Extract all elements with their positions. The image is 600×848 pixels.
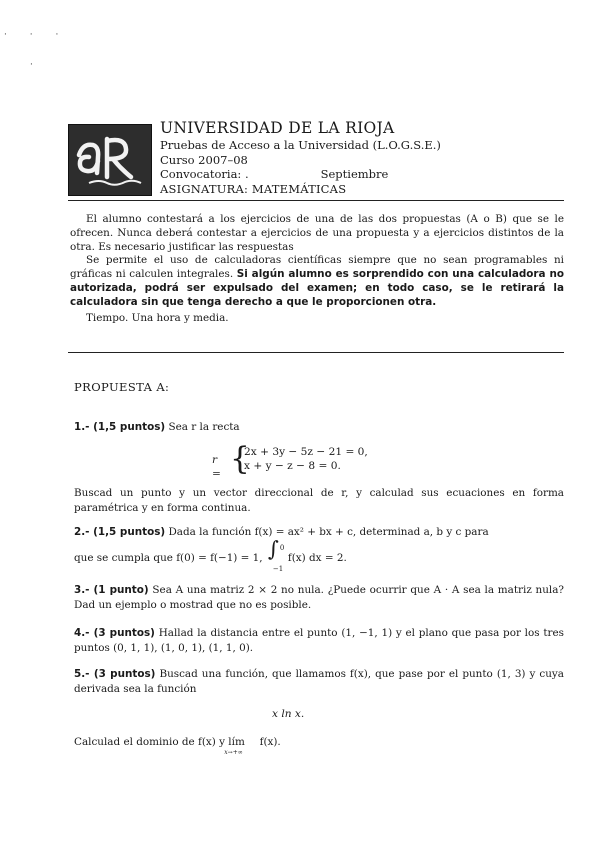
limit-label: lím <box>228 736 245 748</box>
exam-header <box>160 118 580 196</box>
question-1 <box>74 420 564 435</box>
question-2-number: 2.- (1,5 puntos) <box>74 526 166 538</box>
instructions <box>70 213 564 325</box>
time-allowed: Tiempo. Una hora y media. <box>86 311 229 324</box>
exam-name: Pruebas de Acceso a la Universidad (L.O.G.S.E.) <box>160 138 441 152</box>
question-5 <box>74 667 564 697</box>
limit-operator <box>224 736 256 756</box>
calculator-warning: Si algún alumno es sorprendido con una calculadora no autorizada, podrá ser expulsado del examen; en todo caso, se le retirará la calculadora sin que tenga derecho a que le proporcionen otra. <box>70 268 564 308</box>
instructions-paragraph-2 <box>70 254 564 309</box>
scan-speck: · <box>30 60 33 70</box>
question-3-number: 3.- (1 punto) <box>74 584 149 596</box>
equation-2: x + y − z − 8 = 0. <box>244 460 341 472</box>
question-1-task: Buscad un punto y un vector direccional de r, y calculad sus ecuaciones en forma paramétrica y en forma continua. <box>74 487 564 514</box>
question-2 <box>74 525 564 540</box>
integral-lower-limit: −1 <box>272 565 284 573</box>
limit-subscript: x→+∞ <box>224 749 243 756</box>
equation-1: 2x + 3y − 5z − 21 = 0, <box>244 446 368 458</box>
equation-list <box>244 445 368 473</box>
call-value: Septiembre <box>320 167 389 181</box>
university-name: UNIVERSIDAD DE LA RIOJA <box>160 119 395 137</box>
question-4 <box>74 626 564 656</box>
ur-logo-icon <box>69 125 151 195</box>
instructions-paragraph-1: El alumno contestará a los ejercicios de una de las dos propuestas (A o B) que se le ofrecen. Nunca deberá contestar a ejercicios de una propuesta y a ejercicios distintos de la otra. Es necesario justificar las respuestas <box>70 213 564 253</box>
question-1-number: 1.- (1,5 puntos) <box>74 421 166 433</box>
left-brace-icon: { <box>230 441 250 477</box>
limit-function: f(x). <box>259 736 281 748</box>
call-label: Convocatoria: . <box>160 167 249 181</box>
proposal-title: PROPUESTA A: <box>74 380 170 394</box>
integral-upper-limit: 0 <box>279 544 285 552</box>
header-divider <box>68 200 564 201</box>
university-logo <box>68 124 152 196</box>
question-2-text: Dada la función f(x) = ax² + bx + c, determinad a, b y c para <box>168 526 489 538</box>
scan-specks: · · · <box>4 30 69 40</box>
question-2-condition-text: que se cumpla que f(0) = f(−1) = 1, <box>74 552 263 564</box>
question-4-number: 4.- (3 puntos) <box>74 627 155 639</box>
question-1-text: Sea r la recta <box>168 421 240 433</box>
question-5-text: Buscad una función, que llamamos f(x), que pase por el punto (1, 3) y cuya derivada sea la función <box>74 668 564 695</box>
instructions-divider <box>68 352 564 353</box>
question-5-domain <box>74 736 281 756</box>
question-5-number: 5.- (3 puntos) <box>74 668 156 680</box>
question-3-text: Sea A una matriz 2 × 2 no nula. ¿Puede ocurrir que A · A sea la matriz nula? Dad un ejemplo o mostrad que no es posible. <box>74 584 565 611</box>
exam-call <box>160 167 580 182</box>
question-2-conditions <box>74 537 564 573</box>
course-year: Curso 2007–08 <box>160 152 248 167</box>
derivative-expression: x ln x. <box>272 708 305 720</box>
integral-icon: ∫ 0 −1 <box>266 546 288 570</box>
subject-name: ASIGNATURA: MATEMÁTICAS <box>160 181 347 196</box>
question-4-text: Hallad la distancia entre el punto (1, −1, 1) y el plano que pasa por los tres puntos (0, 1, 1), (1, 0, 1), (1, 1, 0). <box>74 627 564 654</box>
calculator-rule: Se permite el uso de calculadoras científicas siempre que no sean programables ni gráficas ni calculen integrales. <box>70 254 564 281</box>
integral-expression: f(x) dx = 2. <box>287 552 347 564</box>
domain-text: Calculad el dominio de f(x) y <box>74 736 225 748</box>
question-3 <box>74 583 564 613</box>
line-variable: r = <box>212 454 221 480</box>
